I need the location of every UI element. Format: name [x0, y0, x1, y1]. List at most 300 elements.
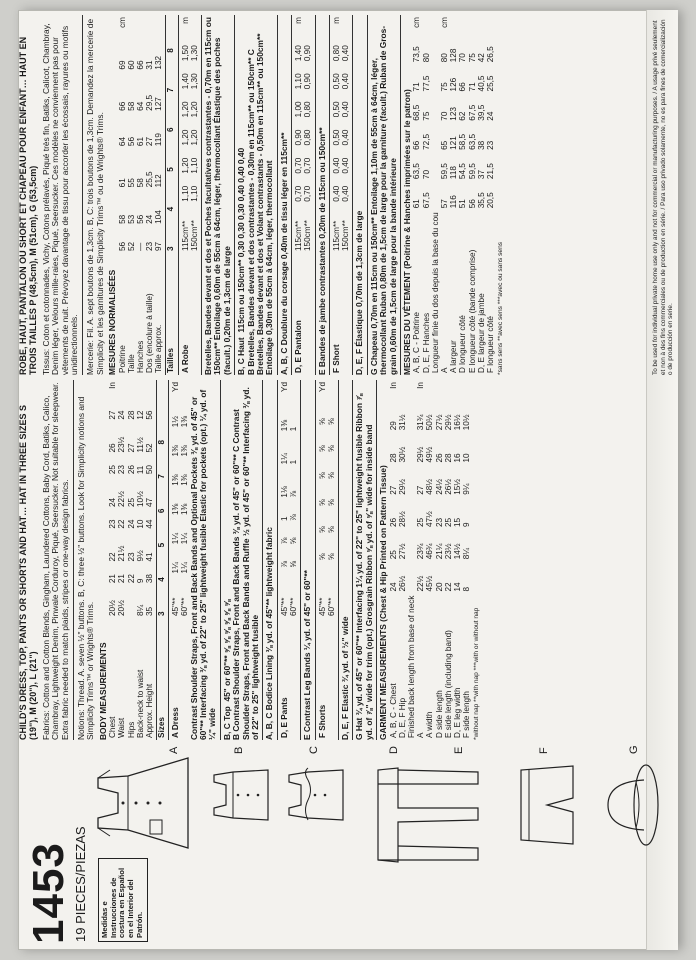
row-value: 37: [476, 169, 486, 180]
table-row: [389, 380, 398, 740]
fr-chapeau: G Chapeau 0,70m en 115cm ou 150cm** Entoilage 1,10m de 55cm à 64cm, léger, thermocollant Ruban 0,80m de 1,5cm de large pour la garniture (facult.) Ruban de Gros-grain 0,60m de 1,5cm de large pour la bande intérieure: [367, 15, 398, 375]
row-value: 22½: [416, 575, 426, 592]
size-value: [157, 380, 167, 396]
table-row: [425, 380, 434, 740]
yardage-value: 1,10: [180, 185, 190, 202]
row-value: 23¾: [416, 543, 426, 560]
fabric-width: 115cm**: [332, 220, 342, 251]
yardage-label: D, E Pantalon: [294, 320, 304, 373]
yardage-value: 1: [289, 426, 299, 432]
rotated-sheet: [18, 10, 678, 950]
en-notions: Notions: Thread. A. seven ½" buttons. B, C: three ½" buttons. Look for Simplicity notions and Simplicity Trims™ or Wrights® Trims.: [75, 396, 96, 740]
row-value: 126: [449, 77, 459, 92]
row-value: [431, 123, 440, 152]
row-value: 21¼: [434, 543, 444, 560]
row-unit: [136, 380, 145, 400]
row-value: 28½: [397, 511, 407, 528]
table-row: [181, 15, 190, 375]
view-label-e: E: [453, 746, 465, 754]
yardage-value: 0,40: [332, 185, 342, 202]
en-elastic-note: D, E, F Elastic ¾ yd. of ½" wide: [338, 380, 350, 740]
row-value: 8¼: [462, 547, 472, 560]
row-value: 56: [117, 241, 127, 251]
row-value: 24: [485, 111, 495, 121]
row-label: D, E, F Hanches: [421, 312, 431, 373]
table-row: [171, 380, 180, 740]
table-row: [486, 15, 495, 375]
table-row: [318, 380, 327, 740]
table-row: [145, 15, 154, 375]
yardage-value: 0,40: [341, 157, 351, 174]
yardage-value: 1,30: [189, 45, 199, 62]
fr-bretelles: Bretelles, Bandes devant et dos et Poches facultatives contrastantes - 0,70m en 115cm ou 150cm** Entoilage 0,60m de 55cm à 64cm, léger, thermocollant Élastique des poches (facult.) 0,20m de 1,3cm de large: [201, 15, 232, 375]
fabric-width: 60"**: [289, 597, 299, 616]
row-value: 26: [388, 517, 398, 528]
row-value: 27: [388, 485, 398, 495]
row-value: 20,5: [485, 192, 495, 209]
fabric-width: 60"**: [326, 597, 336, 616]
row-value: 22: [117, 519, 127, 529]
fr-bc-note: B Bretelles, Bandes devant et dos contrastantes - 0,30m en 115cm** ou 150cm** C Bretelles, Bandes devant et dos et Volant contrastants - 0,50m en 115cm** ou 150cm** Entoilage 0,30m de 55cm à 64cm, léger, thermocollant: [245, 33, 275, 375]
yardage-value: ⅞: [279, 537, 289, 545]
row-value: 97: [154, 241, 164, 251]
spanish-note: Medidas e Instrucciones de costura en Español en el Interior del Patrón.: [98, 858, 148, 942]
table-row: [422, 15, 431, 375]
row-label: A largeur: [449, 340, 459, 373]
en-contrast-note: Contrast Shoulder Straps, Front and Back Bands and Optional Pockets ⅜ yd. of 45" or 60"** Interfacing ⅜ yd. of 22" to 25" lightweight fusible Elastic for pockets (opt.) ¼ yd. of ¼" wide: [188, 389, 218, 740]
view-label-a: A: [168, 746, 180, 754]
yardage-value: ⅝: [317, 499, 327, 507]
yardage-value: ⅝: [326, 553, 336, 561]
en-footnote: *without nap **with nap ***with or without nap: [473, 607, 481, 740]
yardage-value: 1⅜: [180, 415, 190, 428]
row-value: [431, 64, 440, 93]
yardage-label-spacer: [289, 618, 298, 740]
yardage-value: 0,50: [332, 73, 342, 90]
row-label: Hips: [126, 721, 136, 738]
row-value: 29½: [443, 414, 453, 431]
row-unit: [145, 380, 154, 400]
en-fabrics: Fabrics: Cotton and Cotton Blends, Gingham, Laundered Cottons, Baby Cord, Batiks, Calico, Chambray, Lightweight Denim, Pinwale Corduroy, Piqué, Seersucker. Not suitable for sleepwear. Extra fabric needed to match plaids, stripes or one-way design fabrics.: [40, 382, 70, 740]
row-value: 30½: [397, 446, 407, 463]
fr-body-measurements-table: [118, 15, 164, 375]
row-value: 20½: [117, 600, 127, 616]
table-row: [435, 380, 444, 740]
row-value: 35,5: [476, 192, 486, 209]
yardage-unit: m: [294, 17, 304, 24]
yardage-unit: Yd: [317, 382, 327, 393]
row-value: [431, 181, 440, 210]
row-unit: [468, 15, 477, 35]
row-value: [431, 152, 440, 181]
row-value: 31: [145, 60, 155, 70]
row-value: [407, 432, 416, 464]
yardage-label-spacer: [303, 253, 312, 375]
row-value: 21½: [117, 545, 127, 562]
row-unit: [117, 380, 126, 400]
row-value: 16½: [452, 414, 462, 431]
yardage-value: 0,40: [341, 129, 351, 146]
fr-jambe: E Bandes de jambe contrastantes 0,20m de 115cm ou 150cm**: [315, 15, 327, 375]
table-row: [289, 380, 298, 740]
row-value: 24: [126, 519, 136, 529]
table-row: [127, 380, 136, 740]
row-value: 58: [117, 214, 127, 224]
row-value: 67,5: [421, 192, 431, 209]
row-value: 65: [440, 140, 450, 150]
row-value: 26: [126, 465, 136, 475]
row-unit: [425, 380, 434, 400]
en-lining-note: A, B, C Bodice Lining ⅜ yd. of 45"** lightweight fabric: [262, 380, 274, 740]
en-garment-heading: GARMENT MEASUREMENTS (Chest & Hip Printed on Pattern Tissue): [376, 380, 388, 740]
row-value: 8: [462, 586, 472, 592]
row-value: 72,5: [421, 133, 431, 150]
sizes-label: Sizes: [157, 717, 167, 738]
yardage-value: 0,80: [303, 101, 313, 118]
table-row: [332, 15, 341, 375]
row-label: A width: [425, 711, 435, 738]
table-row: [136, 380, 145, 740]
row-unit: [407, 380, 416, 400]
fabric-width: 150cm**: [341, 220, 351, 251]
row-value: 45½: [425, 575, 435, 592]
table-row: [294, 15, 303, 375]
yardage-value: 0,40: [341, 101, 351, 118]
view-a-dress-illustration: [88, 748, 198, 858]
en-body-measurements-table: [108, 380, 154, 740]
fabric-width: 45"**: [171, 597, 181, 616]
row-value: 71: [467, 82, 477, 92]
row-value: 10: [135, 519, 145, 529]
row-label: A: [440, 367, 450, 373]
row-label: E longueur côté (bande comprise): [467, 249, 477, 373]
yardage-value: 1,40: [294, 45, 304, 62]
row-value: 128: [449, 48, 459, 63]
yardage-value: 0,40: [332, 157, 342, 174]
yardage-unit: [341, 15, 350, 35]
yardage-label: A Robe: [180, 344, 190, 373]
en-hat-note: G Hat ¾ yd. of 45" or 60"** Interfacing 1¼ yd. of 22" to 25" lightweight fusible Ribbon ⅞ yd. of ⅞" wide for trim (opt.) Grosgrain Ribbon ⅝ yd. of ⅝" wide for inside band: [352, 380, 374, 740]
table-row: [477, 15, 486, 375]
row-value: 27: [416, 485, 426, 495]
row-value: 75: [467, 53, 477, 63]
row-label: Chest: [108, 716, 118, 738]
fr-footnote: *sans sens **avec sens ***avec ou sans sens: [497, 241, 505, 375]
yardage-value: 0,90: [294, 129, 304, 146]
yardage-value: 1,20: [180, 157, 190, 174]
yardage-value: 1⅜: [171, 445, 181, 457]
row-label: Back-neck to waist: [135, 669, 145, 738]
row-value: 26,5: [485, 46, 495, 63]
row-value: 119: [154, 133, 164, 147]
yardage-value: 0,70: [294, 185, 304, 202]
row-value: 25: [443, 517, 453, 528]
table-row: [398, 380, 407, 740]
yardage-value: 0,80: [332, 45, 342, 62]
left-strip: [18, 740, 678, 950]
fr-pantalon-yardage: [294, 15, 312, 375]
yardage-value: 1,20: [180, 129, 190, 146]
size-value: 4: [157, 577, 167, 582]
table-row: [416, 380, 425, 740]
fabric-width: 150cm**: [189, 220, 199, 251]
row-value: 14½: [452, 543, 462, 560]
row-value: 63,5: [467, 133, 477, 150]
row-value: 20½: [108, 600, 118, 616]
yardage-value: 1,10: [294, 73, 304, 90]
row-unit: cm: [440, 17, 450, 28]
yardage-value: ⅝: [326, 526, 336, 534]
yardage-value: 1⅜: [180, 503, 190, 515]
yardage-value: 0,40: [341, 185, 351, 202]
row-value: 8¼: [135, 604, 145, 616]
size-value: 8: [166, 48, 176, 53]
row-unit: [127, 380, 136, 400]
row-value: 75: [421, 111, 431, 121]
row-value: 47½: [425, 511, 435, 528]
row-value: 70: [421, 169, 431, 180]
row-unit: cm: [412, 17, 422, 28]
row-value: 53: [126, 214, 136, 224]
fabric-width: 115cm**: [294, 220, 304, 251]
table-row: [108, 380, 117, 740]
row-value: 25,5: [145, 171, 155, 188]
row-value: [407, 529, 416, 561]
row-value: 23: [434, 517, 444, 528]
row-value: 23½: [443, 543, 453, 560]
sizes-row: [157, 380, 167, 740]
fr-body-heading: MESURES NORMALISÉES: [107, 269, 118, 375]
table-row: [412, 15, 421, 375]
view-b-top-illustration: [208, 760, 278, 830]
en-pants-yardage: [280, 380, 298, 740]
table-row: [453, 380, 462, 740]
row-value: 26: [108, 443, 118, 453]
row-value: 24: [108, 497, 118, 508]
yardage-unit: m: [180, 17, 190, 24]
row-value: 69: [117, 60, 127, 70]
row-value: 27: [126, 443, 136, 453]
row-value: 23: [108, 519, 118, 529]
yardage-value: ⅝: [289, 560, 299, 568]
row-value: 58: [135, 178, 145, 188]
row-value: 14: [452, 582, 462, 592]
yardage-value: ⅝: [326, 499, 336, 507]
row-value: 44: [144, 519, 154, 529]
row-value: 50½: [425, 414, 435, 431]
row-value: 9¼: [462, 483, 472, 495]
yardage-value: ⅝: [317, 418, 327, 426]
french-column: [18, 15, 678, 375]
view-label-d: D: [388, 746, 400, 754]
en-body-heading: BODY MEASUREMENTS: [97, 642, 108, 740]
fr-short-yardage: [332, 15, 350, 375]
row-value: 21: [117, 574, 127, 584]
yardage-value: 1½: [171, 415, 181, 428]
row-value: 77,5: [421, 75, 431, 92]
row-unit: In: [388, 382, 398, 389]
row-value: 68,5: [412, 104, 422, 121]
row-value: 64: [117, 137, 127, 147]
row-label: F longueur côté: [485, 316, 495, 373]
row-value: 12: [135, 410, 145, 420]
yardage-value: 1⅜: [279, 419, 289, 432]
yardage-value: 0,50: [332, 101, 342, 118]
row-value: 27½: [434, 414, 444, 431]
yardage-value: 1⅜: [171, 503, 181, 515]
row-value: 23: [145, 241, 155, 251]
view-label-c: C: [308, 746, 320, 754]
row-value: 9: [135, 578, 145, 584]
en-shorts-yardage: [318, 380, 336, 740]
row-unit: [435, 380, 444, 400]
row-value: 29½: [397, 478, 407, 495]
fr-mercerie: Mercerie: Fil. A. sept boutons de 1,3cm. B, C: trois boutons de 1,3cm. Demandez la mercerie de Simplicity et les garnitures de Simplicity Trims™ ou de Wrights® Trims.: [85, 18, 105, 375]
yardage-value: 1⅜: [180, 445, 190, 457]
row-value: 64: [135, 101, 145, 111]
row-value: 22: [126, 574, 136, 584]
row-label: D side length: [434, 690, 444, 738]
row-label: Taille approx.: [154, 324, 164, 373]
yardage-value: ⅝: [317, 472, 327, 480]
size-value: 4: [166, 206, 176, 212]
table-row: [440, 15, 449, 375]
yardage-value: 0,40: [341, 73, 351, 90]
table-row: [462, 380, 471, 740]
size-value: 7: [157, 474, 167, 479]
row-value: 23½: [117, 436, 127, 453]
size-value: 6: [166, 127, 176, 133]
row-unit: [449, 15, 458, 35]
row-value: 26½: [443, 478, 453, 495]
row-value: 57: [440, 199, 450, 209]
row-value: 54,5: [458, 163, 468, 180]
yardage-unit: [303, 15, 312, 35]
fr-tissus: Tissus: Coton et cotonnades, Vichy, Cotons prélavés, Piqué très fin, Batiks, Calicot, Chambray, Denim léger, Velours mille-raies, Piqué, Seersucker. Ces modèles ne conviennent pas pour vêtements de nuit. Prévoyez davantage de tissu pour accorder les écossais, rayures ou motifs unidirectionnels.: [40, 23, 79, 375]
yardage-value: 1,20: [189, 101, 199, 118]
row-value: 51: [458, 199, 468, 209]
row-value: 25: [108, 465, 118, 475]
yardage-value: 1¼: [279, 453, 289, 465]
row-value: 25: [126, 497, 136, 508]
yardage-value: 1,20: [180, 101, 190, 118]
row-value: 59,5: [440, 163, 450, 180]
table-row: [190, 15, 199, 375]
row-unit: [154, 15, 163, 35]
fr-haut-label: B, C Haut: [236, 337, 247, 375]
row-unit: In: [108, 382, 118, 389]
row-value: 104: [154, 210, 164, 224]
row-value: 10½: [135, 491, 145, 508]
row-unit: [127, 15, 136, 35]
row-value: 27½: [397, 543, 407, 560]
row-value: 66: [458, 82, 468, 92]
row-value: 56: [135, 214, 145, 224]
yardage-unit: Yd: [171, 382, 181, 393]
yardage-value: 1⅛: [279, 486, 289, 498]
en-garment-measurements-table: [389, 380, 472, 740]
yardage-label: F Short: [332, 344, 342, 373]
fr-robe-yardage: [181, 15, 199, 375]
row-value: 116: [449, 195, 459, 209]
row-label: Waist: [117, 717, 127, 738]
row-value: 15½: [452, 478, 462, 495]
row-value: 16: [452, 453, 462, 463]
row-value: 52: [126, 241, 136, 251]
fr-haut-line: 115cm ou 150cm** 0,30 0,30 0,30 0,40 0,40 0,40: [236, 147, 247, 333]
yardage-value: 1,20: [189, 129, 199, 146]
row-label: D, E leg width: [452, 687, 462, 738]
row-value: [407, 497, 416, 529]
table-row: [431, 15, 440, 375]
row-value: 42: [476, 53, 486, 63]
row-value: 26: [434, 453, 444, 463]
size-value: 5: [157, 542, 167, 548]
row-value: 70: [458, 53, 468, 63]
row-value: 56: [144, 410, 154, 420]
row-value: 22: [443, 582, 453, 592]
row-value: 58,5: [458, 133, 468, 150]
row-value: 11: [135, 465, 145, 475]
row-value: 41: [144, 552, 154, 562]
row-value: 73,5: [412, 46, 422, 63]
row-value: 23: [117, 465, 127, 475]
row-value: 25: [388, 550, 398, 560]
row-value: 21,5: [485, 163, 495, 180]
yardage-value: ⅝: [289, 537, 299, 545]
row-value: 121: [449, 136, 459, 150]
yardage-value: 0,70: [303, 157, 313, 174]
row-value: 22: [108, 552, 118, 562]
row-label: D, E largeur de jambe: [476, 293, 486, 373]
row-value: 25: [416, 517, 426, 528]
yardage-value: ⅝: [317, 553, 327, 561]
en-dress-yardage: [171, 380, 189, 740]
yardage-value: 0,70: [303, 185, 313, 202]
table-row: [280, 380, 289, 740]
row-value: 38: [476, 140, 486, 150]
row-value: 31¾: [416, 414, 426, 431]
row-value: 40,5: [476, 75, 486, 92]
row-value: 46¾: [425, 543, 435, 560]
row-value: 71: [412, 82, 422, 92]
fabric-width: 45"**: [279, 597, 289, 616]
row-value: 67,5: [467, 104, 477, 121]
table-row: [449, 15, 458, 375]
size-value: 7: [166, 87, 176, 93]
view-label-f: F: [538, 747, 550, 754]
row-value: 20: [434, 582, 444, 592]
yardage-value: 0,90: [303, 45, 313, 62]
pattern-number: 1453: [24, 842, 73, 944]
row-label: A: [416, 732, 426, 738]
row-unit: [398, 380, 407, 400]
size-value: 3: [157, 611, 167, 616]
size-value: 5: [166, 167, 176, 172]
row-value: 61: [135, 137, 145, 147]
row-value: 27: [108, 410, 118, 420]
yardage-label: D, E Pants: [279, 697, 289, 738]
yardage-value: 0,50: [332, 129, 342, 146]
row-value: 24: [388, 582, 398, 592]
row-value: [407, 561, 416, 593]
row-unit: [486, 15, 495, 35]
yardage-value: 1¼: [180, 562, 190, 574]
row-value: 55: [126, 178, 136, 188]
row-value: 35: [144, 606, 154, 616]
table-row: [444, 380, 453, 740]
row-unit: In: [416, 382, 426, 389]
